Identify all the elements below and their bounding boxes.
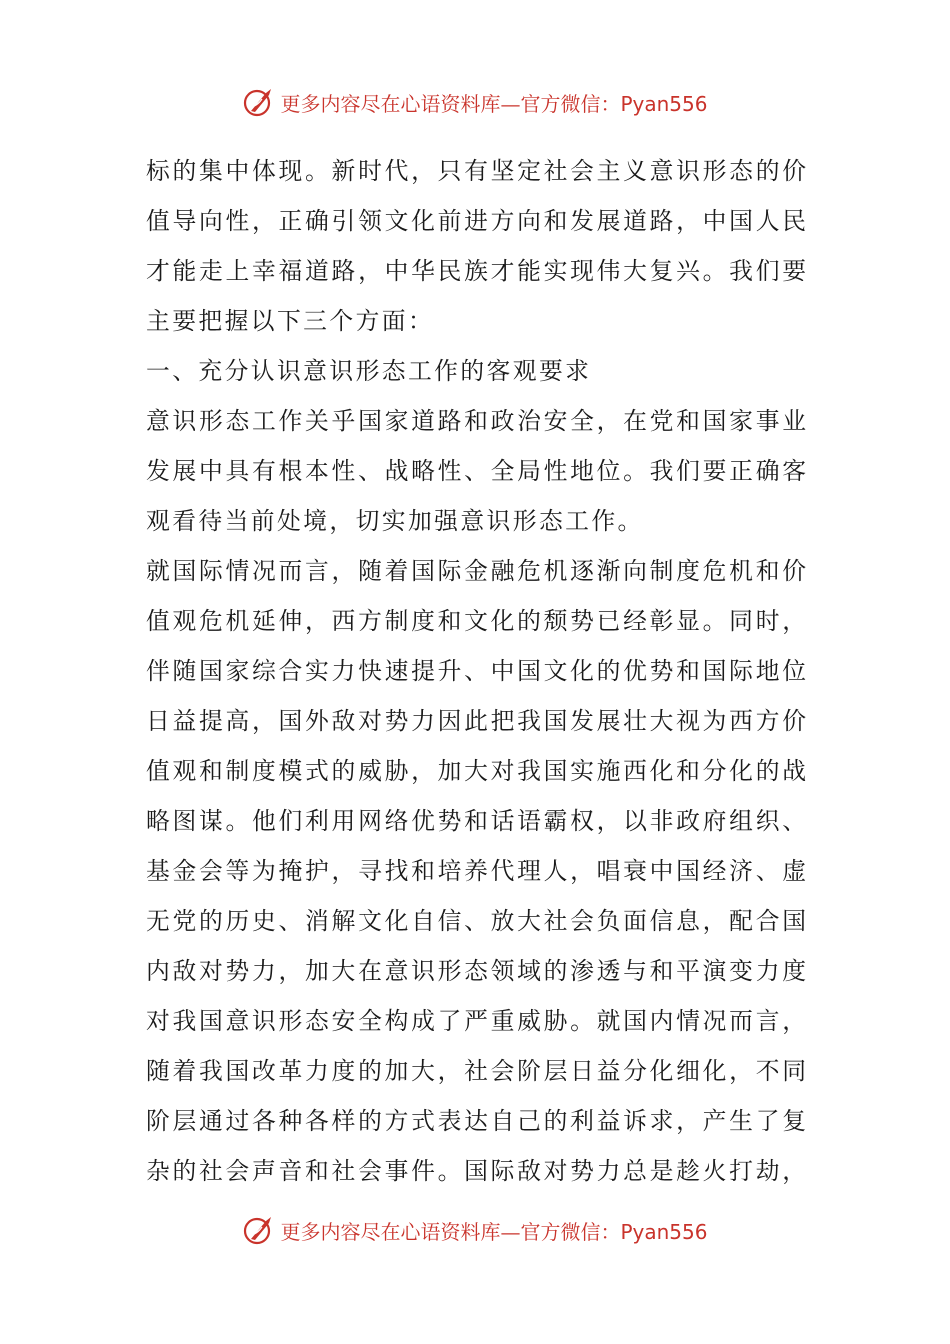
text-line: 日益提高，国外敌对势力因此把我国发展壮大视为西方价 [146, 707, 806, 735]
text-line: 杂的社会声音和社会事件。国际敌对势力总是趁火打劫， [146, 1157, 806, 1185]
text-line: 主要把握以下三个方面： [146, 307, 435, 335]
text-line: 对我国意识形态安全构成了严重威胁。就国内情况而言， [146, 1007, 806, 1035]
text-line: 发展中具有根本性、战略性、全局性地位。我们要正确客 [146, 457, 806, 485]
banner-wechat-text: 官方微信：Pyan556 [520, 1219, 708, 1244]
text-line: 值观危机延伸，西方制度和文化的颓势已经彰显。同时， [146, 607, 806, 635]
text-line: 值导向性，正确引领文化前进方向和发展道路，中国人民 [146, 207, 806, 235]
text-line: 就国际情况而言，随着国际金融危机逐渐向制度危机和价 [146, 557, 806, 585]
text-line: 随着我国改革力度的加大，社会阶层日益分化细化，不同 [146, 1057, 806, 1085]
banner-site-text: 更多内容尽在心语资料库— [280, 1219, 521, 1244]
section-heading: 一、充分认识意识形态工作的客观要求 [146, 357, 592, 385]
text-line: 标的集中体现。新时代，只有坚定社会主义意识形态的价 [146, 157, 806, 185]
text-line: 无党的历史、消解文化自信、放大社会负面信息，配合国 [146, 907, 806, 935]
text-line: 伴随国家综合实力快速提升、中国文化的优势和国际地位 [146, 657, 806, 685]
footer-banner [0, 1210, 950, 1250]
header-banner [0, 82, 950, 122]
text-line: 值观和制度模式的威胁，加大对我国实施西化和分化的战 [146, 757, 806, 785]
text-line: 基金会等为掩护，寻找和培养代理人，唱衰中国经济、虚 [146, 857, 806, 885]
banner-wechat-text: 官方微信：Pyan556 [520, 91, 708, 116]
text-line: 阶层通过各种各样的方式表达自己的利益诉求，产生了复 [146, 1107, 806, 1135]
text-line: 略图谋。他们利用网络优势和话语霸权，以非政府组织、 [146, 807, 806, 835]
quill-pen-logo-icon [242, 85, 276, 119]
text-line: 内敌对势力，加大在意识形态领域的渗透与和平演变力度 [146, 957, 806, 985]
text-line: 意识形态工作关乎国家道路和政治安全，在党和国家事业 [146, 407, 806, 435]
document-body [146, 146, 806, 1196]
banner-site-text: 更多内容尽在心语资料库— [280, 91, 521, 116]
text-line: 观看待当前处境，切实加强意识形态工作。 [146, 507, 644, 535]
quill-pen-logo-icon [242, 1213, 276, 1247]
text-line: 才能走上幸福道路，中华民族才能实现伟大复兴。我们要 [146, 257, 806, 285]
